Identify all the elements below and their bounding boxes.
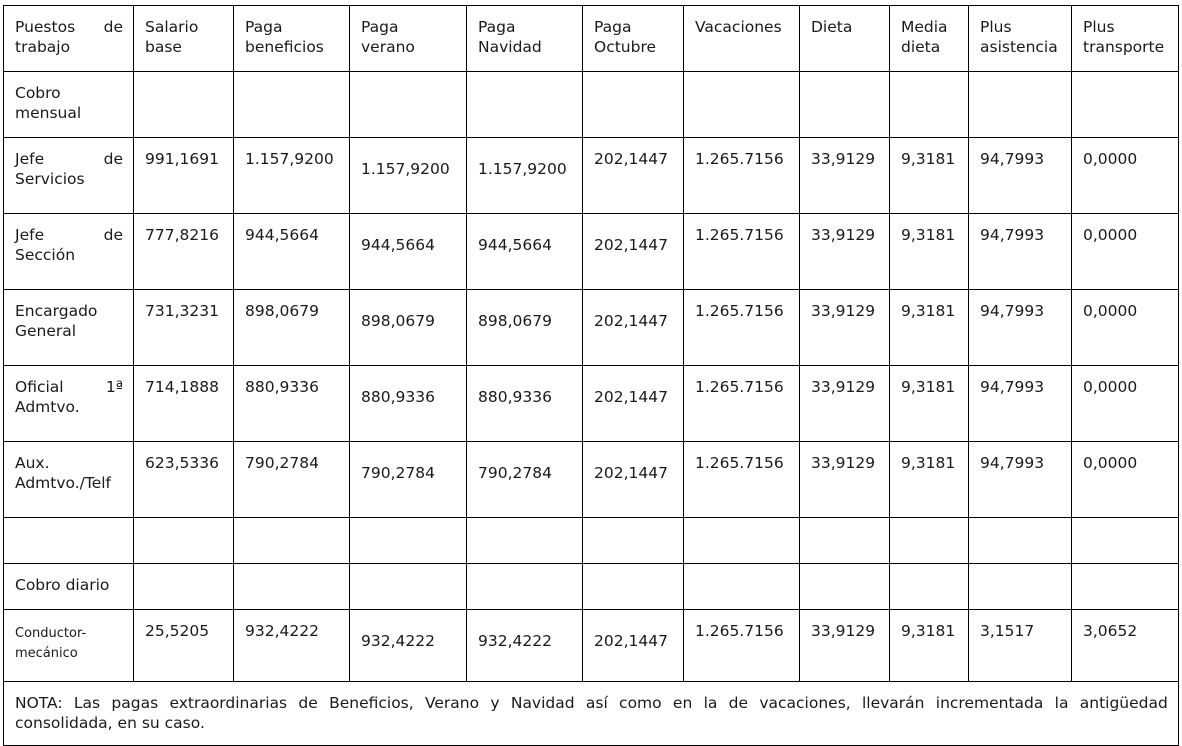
cell-paga-beneficios	[234, 290, 350, 366]
cell-value: 25,5205	[145, 622, 210, 640]
note-word: de	[298, 694, 318, 712]
header-row	[4, 6, 1179, 72]
puesto-text: 1ª	[105, 378, 123, 396]
note-cell	[4, 682, 1179, 746]
empty-cell	[583, 518, 684, 564]
header-paga-beneficios	[234, 6, 350, 72]
puesto-text: General	[15, 322, 77, 340]
cell-value: 991,1691	[145, 150, 219, 168]
section-text: mensual	[15, 104, 82, 122]
cell-value: 1.265.7156	[695, 302, 784, 320]
cell-plus-transporte	[1072, 138, 1179, 214]
cell-salario-base	[134, 442, 234, 518]
cell-puesto	[4, 290, 134, 366]
cell-value: 9,3181	[901, 622, 956, 640]
empty-cell	[467, 72, 583, 138]
note-word: vacaciones,	[759, 694, 851, 712]
spacer-row	[4, 518, 1179, 564]
puesto-text: Conductor-	[15, 626, 87, 641]
header-text: Paga	[361, 18, 399, 36]
table-row	[4, 442, 1179, 518]
cell-plus-transporte	[1072, 366, 1179, 442]
cell-value: 932,4222	[361, 632, 435, 650]
note-word: y	[490, 694, 500, 712]
cell-paga-verano	[350, 442, 467, 518]
note-word: en	[672, 694, 693, 712]
cell-paga-verano	[350, 214, 467, 290]
cell-value: 898,0679	[245, 302, 319, 320]
cell-value: 9,3181	[901, 150, 956, 168]
empty-cell	[890, 564, 969, 610]
cell-plus-asistencia	[969, 290, 1072, 366]
cell-value: 777,8216	[145, 226, 219, 244]
header-text: transporte	[1083, 38, 1165, 56]
header-plus-asistencia	[969, 6, 1072, 72]
empty-cell	[350, 564, 467, 610]
note-word: así	[585, 694, 608, 712]
cell-value: 202,1447	[594, 236, 668, 254]
cell-plus-asistencia	[969, 366, 1072, 442]
empty-cell	[234, 564, 350, 610]
header-text: dieta	[901, 38, 941, 56]
cell-paga-beneficios	[234, 442, 350, 518]
header-vacaciones	[684, 6, 800, 72]
cell-value: 880,9336	[245, 378, 319, 396]
cell-value: 880,9336	[361, 388, 435, 406]
header-salario-base	[134, 6, 234, 72]
cell-vacaciones	[684, 138, 800, 214]
empty-cell	[467, 518, 583, 564]
cell-value: 1.157,9200	[478, 160, 567, 178]
cell-puesto	[4, 610, 134, 682]
cell-value: 33,9129	[811, 302, 876, 320]
table-row	[4, 290, 1179, 366]
cell-puesto	[4, 138, 134, 214]
empty-cell	[800, 564, 890, 610]
cell-vacaciones	[684, 610, 800, 682]
note-word: NOTA:	[15, 694, 63, 712]
cell-dieta	[800, 610, 890, 682]
cell-value: 33,9129	[811, 622, 876, 640]
puesto-text: de	[103, 226, 123, 244]
empty-cell	[1072, 518, 1179, 564]
header-text: Salario	[145, 18, 199, 36]
header-text: Plus	[980, 18, 1012, 36]
cell-salario-base	[134, 366, 234, 442]
cell-paga-octubre	[583, 442, 684, 518]
empty-cell	[467, 564, 583, 610]
header-text: trabajo	[15, 38, 71, 56]
header-text: Puestos	[15, 18, 76, 36]
cell-value: 33,9129	[811, 226, 876, 244]
cell-plus-asistencia	[969, 138, 1072, 214]
cell-dieta	[800, 366, 890, 442]
cell-value: 202,1447	[594, 312, 668, 330]
cell-paga-verano	[350, 366, 467, 442]
empty-cell	[969, 72, 1072, 138]
cell-plus-asistencia	[969, 214, 1072, 290]
cell-paga-navidad	[467, 610, 583, 682]
puesto-text: Jefe	[15, 150, 45, 168]
cell-value: 202,1447	[594, 150, 668, 168]
header-dieta	[800, 6, 890, 72]
header-paga-navidad	[467, 6, 583, 72]
cell-value: 944,5664	[361, 236, 435, 254]
cell-paga-navidad	[467, 290, 583, 366]
cell-puesto	[4, 442, 134, 518]
note-word: Beneficios,	[329, 694, 414, 712]
note-line-2: consolidada, en su caso.	[15, 714, 205, 732]
section-row-cobro-mensual	[4, 72, 1179, 138]
cell-paga-beneficios	[234, 138, 350, 214]
note-word: llevarán	[861, 694, 925, 712]
cell-dieta	[800, 214, 890, 290]
empty-cell	[134, 564, 234, 610]
empty-cell	[134, 518, 234, 564]
cell-vacaciones	[684, 290, 800, 366]
cell-dieta	[800, 290, 890, 366]
table-row	[4, 610, 1179, 682]
empty-cell	[4, 518, 134, 564]
puesto-text: Jefe	[15, 226, 45, 244]
empty-cell	[234, 72, 350, 138]
cell-plus-transporte	[1072, 610, 1179, 682]
note-word: de	[728, 694, 749, 712]
empty-cell	[800, 72, 890, 138]
note-word: antigüedad	[1079, 694, 1168, 712]
puesto-text: Aux.	[15, 454, 50, 472]
cell-media-dieta	[890, 366, 969, 442]
header-plus-transporte	[1072, 6, 1179, 72]
header-text: base	[145, 38, 182, 56]
cell-vacaciones	[684, 214, 800, 290]
note-word: incrementada	[935, 694, 1044, 712]
cell-value: 944,5664	[245, 226, 319, 244]
cell-value: 202,1447	[594, 464, 668, 482]
cell-salario-base	[134, 214, 234, 290]
header-text: Vacaciones	[695, 18, 782, 36]
salary-table-container	[3, 5, 1177, 746]
cell-puesto	[4, 214, 134, 290]
puesto-text: Servicios	[15, 170, 85, 188]
cell-value: 33,9129	[811, 378, 876, 396]
header-paga-verano	[350, 6, 467, 72]
header-paga-octubre	[583, 6, 684, 72]
cell-value: 94,7993	[980, 150, 1045, 168]
empty-cell	[890, 72, 969, 138]
cell-value: 790,2784	[478, 464, 552, 482]
empty-cell	[583, 72, 684, 138]
puesto-text: Admtvo.	[15, 398, 80, 416]
section-text: Cobro	[15, 84, 61, 102]
cell-value: 1.157,9200	[245, 150, 334, 168]
cell-salario-base	[134, 290, 234, 366]
table-row	[4, 366, 1179, 442]
empty-cell	[969, 518, 1072, 564]
cell-value: 880,9336	[478, 388, 552, 406]
cell-media-dieta	[890, 138, 969, 214]
cell-salario-base	[134, 138, 234, 214]
empty-cell	[969, 564, 1072, 610]
note-word: la	[1054, 694, 1069, 712]
cell-value: 790,2784	[245, 454, 319, 472]
empty-cell	[234, 518, 350, 564]
cell-value: 33,9129	[811, 454, 876, 472]
cell-media-dieta	[890, 442, 969, 518]
header-text: Paga	[478, 18, 516, 36]
cell-plus-transporte	[1072, 214, 1179, 290]
section-row-cobro-diario	[4, 564, 1179, 610]
header-text: Plus	[1083, 18, 1115, 36]
cell-value: 3,0652	[1083, 622, 1138, 640]
salary-table	[3, 5, 1179, 746]
header-media-dieta	[890, 6, 969, 72]
cell-media-dieta	[890, 290, 969, 366]
cell-value: 944,5664	[478, 236, 552, 254]
note-row	[4, 682, 1179, 746]
cell-value: 1.265.7156	[695, 622, 784, 640]
note-word: extraordinarias	[169, 694, 288, 712]
cell-value: 714,1888	[145, 378, 219, 396]
cell-dieta	[800, 138, 890, 214]
cell-paga-beneficios	[234, 366, 350, 442]
cell-value: 1.265.7156	[695, 378, 784, 396]
cell-value: 94,7993	[980, 454, 1045, 472]
cell-value: 9,3181	[901, 226, 956, 244]
cell-paga-verano	[350, 290, 467, 366]
cell-value: 9,3181	[901, 378, 956, 396]
cell-value: 94,7993	[980, 302, 1045, 320]
puesto-text: de	[103, 150, 123, 168]
cell-value: 1.265.7156	[695, 150, 784, 168]
header-text: Dieta	[811, 18, 853, 36]
puesto-text: Sección	[15, 246, 76, 264]
empty-cell	[684, 518, 800, 564]
note-word: la	[703, 694, 718, 712]
cell-plus-asistencia	[969, 442, 1072, 518]
cell-paga-beneficios	[234, 214, 350, 290]
cell-value: 202,1447	[594, 388, 668, 406]
table-row	[4, 214, 1179, 290]
empty-cell	[684, 72, 800, 138]
cell-paga-octubre	[583, 366, 684, 442]
header-text: Navidad	[478, 38, 542, 56]
header-text: asistencia	[980, 38, 1058, 56]
cell-value: Cobro diario	[15, 576, 110, 594]
cell-value: 898,0679	[478, 312, 552, 330]
cell-paga-octubre	[583, 290, 684, 366]
cell-value: 9,3181	[901, 302, 956, 320]
cell-value: 898,0679	[361, 312, 435, 330]
cell-plus-asistencia	[969, 610, 1072, 682]
empty-cell	[684, 564, 800, 610]
cell-plus-transporte	[1072, 290, 1179, 366]
cell-value: 202,1447	[594, 632, 668, 650]
puesto-text: mecánico	[15, 646, 78, 661]
puesto-text: Encargado	[15, 302, 98, 320]
table-row	[4, 138, 1179, 214]
cell-vacaciones	[684, 366, 800, 442]
cell-salario-base	[134, 610, 234, 682]
cell-value: 0,0000	[1083, 378, 1138, 396]
cell-value: 1.265.7156	[695, 454, 784, 472]
header-text: Paga	[594, 18, 632, 36]
cell-paga-octubre	[583, 138, 684, 214]
empty-cell	[800, 518, 890, 564]
cell-value: 9,3181	[901, 454, 956, 472]
cell-puesto	[4, 366, 134, 442]
cell-paga-navidad	[467, 442, 583, 518]
cell-value: 94,7993	[980, 226, 1045, 244]
cell-value: 1.265.7156	[695, 226, 784, 244]
cell-value: 623,5336	[145, 454, 219, 472]
header-text: de	[103, 18, 123, 36]
cell-paga-navidad	[467, 366, 583, 442]
note-word: Navidad	[510, 694, 575, 712]
puesto-text: Admtvo./Telf	[15, 474, 112, 492]
empty-cell	[350, 518, 467, 564]
cell-value: 932,4222	[245, 622, 319, 640]
cell-plus-transporte	[1072, 442, 1179, 518]
cell-value: 0,0000	[1083, 454, 1138, 472]
note-line-1	[15, 693, 1168, 713]
section-label-cobro-diario	[4, 564, 134, 610]
cell-value: 0,0000	[1083, 150, 1138, 168]
cell-value: 790,2784	[361, 464, 435, 482]
cell-value: 94,7993	[980, 378, 1045, 396]
header-text: beneficios	[245, 38, 324, 56]
empty-cell	[890, 518, 969, 564]
cell-paga-beneficios	[234, 610, 350, 682]
puesto-text: Oficial	[15, 378, 64, 396]
note-word: Las	[73, 694, 101, 712]
cell-value: 33,9129	[811, 150, 876, 168]
cell-value: 3,1517	[980, 622, 1035, 640]
section-label-cobro-mensual	[4, 72, 134, 138]
cell-value: 0,0000	[1083, 226, 1138, 244]
empty-cell	[583, 564, 684, 610]
cell-value: 731,3231	[145, 302, 219, 320]
empty-cell	[1072, 564, 1179, 610]
cell-media-dieta	[890, 214, 969, 290]
empty-cell	[134, 72, 234, 138]
header-text: Media	[901, 18, 948, 36]
header-text: Paga	[245, 18, 283, 36]
cell-vacaciones	[684, 442, 800, 518]
cell-paga-navidad	[467, 138, 583, 214]
note-word: como	[619, 694, 662, 712]
note-word: pagas	[111, 694, 159, 712]
empty-cell	[350, 72, 467, 138]
header-puestos	[4, 6, 134, 72]
cell-paga-octubre	[583, 610, 684, 682]
cell-dieta	[800, 442, 890, 518]
header-text: Octubre	[594, 38, 657, 56]
header-text: verano	[361, 38, 415, 56]
empty-cell	[1072, 72, 1179, 138]
cell-paga-octubre	[583, 214, 684, 290]
cell-paga-verano	[350, 138, 467, 214]
cell-media-dieta	[890, 610, 969, 682]
note-word: Verano	[424, 694, 480, 712]
cell-paga-verano	[350, 610, 467, 682]
cell-value: 1.157,9200	[361, 160, 450, 178]
cell-value: 0,0000	[1083, 302, 1138, 320]
cell-value: 932,4222	[478, 632, 552, 650]
cell-paga-navidad	[467, 214, 583, 290]
